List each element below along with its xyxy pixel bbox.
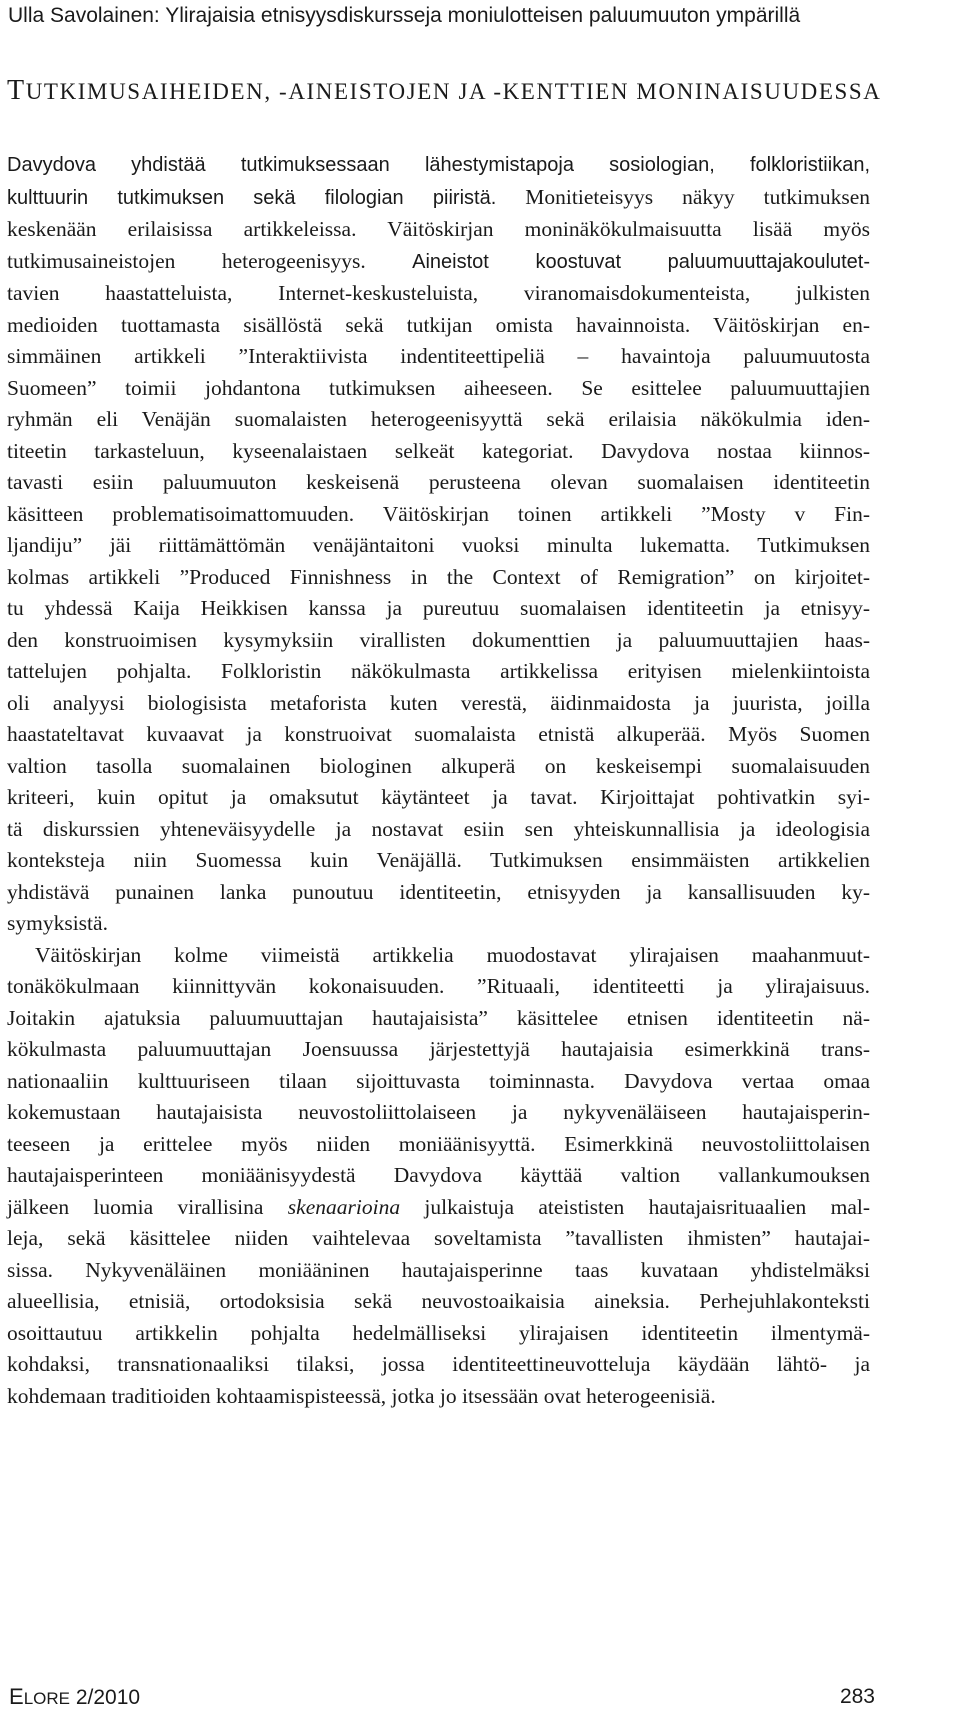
text-line: tavien haastatteluista, Internet-keskusteluista, viranomaisdokumenteista, julkisten	[7, 281, 870, 305]
text-line	[7, 530, 870, 562]
text-line	[7, 182, 870, 215]
text-line: Väitöskirjan kolme viimeistä artikkelia muodostavat ylirajaisen maahanmuut-	[35, 942, 870, 967]
text-line: kolmas artikkeli ”Produced Finnishness in the Context of Remigration” on kirjoitet-	[7, 564, 870, 589]
italic-term: skenaarioina	[287, 1194, 401, 1219]
text-line: teeseen ja erittelee myös niiden moniäänisyyttä. Esimerkkinä neuvostoliittolaisen	[7, 1131, 870, 1156]
text-line: yhdistävä punainen lanka punoutuu identiteetin, etnisyyden ja kansallisuuden ky-	[7, 879, 870, 904]
text-line: tu yhdessä Kaija Heikkisen kanssa ja pureutuu suomalaisen identiteetin ja etnisyy-	[7, 596, 870, 620]
section-title-rest: UTKIMUSAIHEIDEN, -AINEISTOJEN JA -KENTTIEN MONINAISUUDESSA	[25, 79, 882, 104]
text-line: den konstruoimisen kysymyksiin virallisten dokumenttien ja paluumuuttajien haas-	[7, 627, 870, 652]
text-line: leja, sekä käsittelee niiden vaihtelevaa soveltamista ”tavallisten ihmisten” hautajai-	[7, 1226, 870, 1250]
paragraph-1	[7, 150, 870, 940]
text-fragment: keskenään erilaisissa artikkeleissa.	[7, 217, 357, 241]
text-line	[7, 499, 870, 531]
text-line: hautajaisperinteen moniäänisyydestä Davydova käyttää valtion vallankumouksen	[7, 1163, 870, 1187]
text-fragment: Monitieteisyys näkyy tutkimuksen	[525, 184, 870, 209]
text-fragment: Tutkimuksen	[757, 533, 870, 557]
section-title-initial: T	[7, 75, 26, 106]
text-fragment: Davydova nostaa kiinnos-	[601, 438, 871, 463]
journal-issue: 2/2010	[75, 1686, 141, 1709]
running-head: Ulla Savolainen: Ylirajaisia etnisyysdiskursseja moniulotteisen paluumuuton ympärillä	[8, 4, 801, 27]
text-line: tä diskurssien yhteneväisyydelle ja nostavat esiin sen yhteiskunnallisia ja ideologisia	[7, 816, 870, 841]
text-fragment: Väitöskirjan en-	[713, 312, 870, 337]
text-line: kriteeri, kuin opitut ja omaksutut käytänteet ja tavat. Kirjoittajat pohtivatkin syi-	[7, 785, 870, 809]
text-fragment: Väitöskirjan moninäkökulmaisuutta lisää myös	[387, 217, 870, 241]
text-line: kohdaksi, transnationaaliksi tilaksi, jossa identiteettineuvotteluja käydään lähtö- ja	[7, 1352, 870, 1376]
text-fragment: ljandiju” jäi riittämättömän venäjäntaitoni vuoksi minulta lukematta.	[7, 533, 731, 557]
text-fragment: Aineistot koostuvat paluumuuttajakoulutet-	[412, 250, 871, 273]
text-line: Davydova yhdistää tutkimuksessaan lähestymistapoja sosiologian, folkloristiikan,	[7, 154, 870, 176]
text-fragment: käsitteen problematisoimattomuuden.	[7, 501, 355, 526]
text-line	[7, 1192, 870, 1224]
text-line: tonäkökulmaan kiinnittyvän kokonaisuuden. ”Rituaali, identiteetti ja ylirajaisuus.	[7, 974, 870, 998]
text-line: kökulmasta paluumuuttajan Joensuussa järjestettyjä hautajaisia esimerkkinä trans-	[7, 1037, 870, 1061]
text-line: kohdemaan traditioiden kohtaamispisteessä, jotka jo itsessään ovat heterogeenisiä.	[7, 1383, 716, 1408]
paragraph-2	[7, 940, 870, 1413]
text-line: tavasti esiin paluumuuton keskeisenä perusteena olevan suomalaisen identiteetin	[7, 470, 870, 494]
text-line: sissa. Nykyvenäläinen moniääninen hautajaisperinne taas kuvataan yhdistelmäksi	[7, 1257, 870, 1282]
text-line: tattelujen pohjalta. Folkloristin näkökulmasta artikkelissa erityisen mielenkiintoista	[7, 659, 870, 683]
text-fragment: kulttuurin tutkimuksen sekä filologian piiristä.	[7, 186, 497, 209]
text-line: alueellisia, etnisiä, ortodoksisia sekä neuvostoaikaisia aineksia. Perhejuhlakonteksti	[7, 1289, 870, 1313]
page-number: 283	[839, 1685, 875, 1708]
section-title	[7, 76, 882, 107]
journal-rest: LORE	[23, 1689, 70, 1708]
text-line: haastateltavat kuvaavat ja konstruoivat suomalaista etnistä alkuperää. Myös Suomen	[7, 722, 870, 746]
journal-initial: E	[9, 1684, 24, 1709]
text-fragment: titeetin tarkasteluun, kyseenalaistaen selkeät kategoriat.	[7, 438, 574, 463]
text-line: nationaaliin kulttuuriseen tilaan sijoittuvasta toiminnasta. Davydova vertaa omaa	[7, 1068, 870, 1093]
text-fragment: julkaistuja ateististen hautajaisrituaalien mal-	[400, 1194, 870, 1219]
text-fragment: jälkeen luomia virallisina	[7, 1194, 288, 1219]
text-line: osoittautuu artikkelin pohjalta hedelmälliseksi ylirajaisen identiteetin ilmentymä-	[7, 1320, 870, 1345]
text-line	[7, 436, 870, 468]
text-line: oli analyysi biologisista metaforista kuten verestä, äidinmaidosta ja juurista, joilla	[7, 690, 870, 715]
text-fragment: tutkimusaineistojen heterogeenisyys.	[7, 248, 366, 273]
text-line	[7, 310, 870, 342]
text-line	[7, 214, 870, 246]
text-line: ryhmän eli Venäjän suomalaisten heterogeenisyyttä sekä erilaisia näkökulmia iden-	[7, 407, 870, 431]
text-fragment: Väitöskirjan toinen artikkeli ”Mosty v Fin-	[382, 501, 870, 526]
text-fragment: medioiden tuottamasta sisällöstä sekä tutkijan omista havainnoista.	[7, 312, 691, 337]
text-line: Joitakin ajatuksia paluumuuttajan hautajaisista” käsittelee etnisen identiteetin nä-	[7, 1005, 870, 1030]
journal-name	[9, 1683, 140, 1713]
text-line: valtion tasolla suomalainen biologinen alkuperä on keskeisempi suomalaisuuden	[7, 753, 870, 778]
text-line	[7, 373, 870, 405]
text-line: konteksteja niin Suomessa kuin Venäjällä. Tutkimuksen ensimmäisten artikkelien	[7, 848, 870, 872]
text-fragment: Se esittelee paluumuuttajien	[581, 375, 871, 400]
text-fragment: Suomeen” toimii johdantona tutkimuksen aiheeseen.	[7, 375, 553, 400]
article-body	[7, 150, 870, 1412]
text-line	[7, 246, 870, 279]
text-line: simmäinen artikkeli ”Interaktiivista indentiteettipeliä – havaintoja paluumuutosta	[7, 344, 870, 368]
text-line: kokemustaan hautajaisista neuvostoliittolaiseen ja nykyvenäläiseen hautajaisperin-	[7, 1100, 870, 1124]
text-line: symyksistä.	[7, 911, 108, 935]
